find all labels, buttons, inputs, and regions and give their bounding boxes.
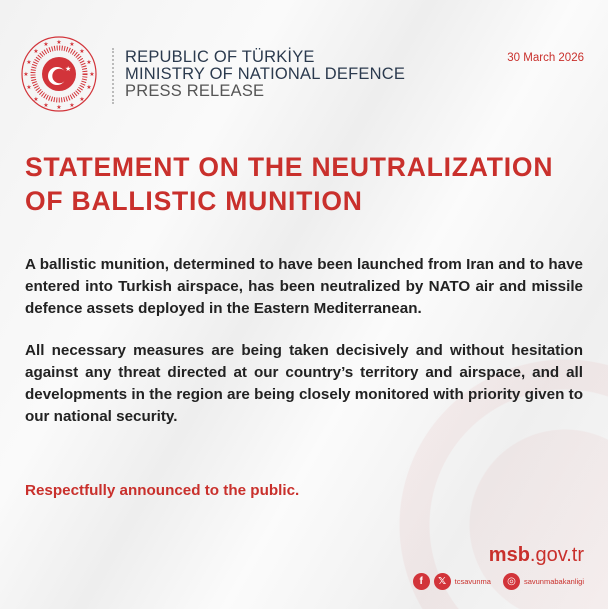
- x-twitter-icon[interactable]: 𝕏: [434, 573, 451, 590]
- svg-text:★: ★: [86, 60, 92, 66]
- statement-body: [25, 254, 583, 448]
- ministry-seal-logo: [20, 35, 98, 113]
- svg-text:★: ★: [33, 49, 39, 55]
- instagram-icon[interactable]: ◎: [503, 573, 520, 590]
- svg-text:★: ★: [65, 66, 72, 73]
- statement-title: [25, 150, 553, 218]
- header-ministry: MINISTRY OF NATIONAL DEFENCE: [125, 65, 406, 83]
- header-country: REPUBLIC OF TÜRKİYE: [125, 48, 315, 66]
- svg-text:★: ★: [56, 105, 62, 111]
- release-date: 30 March 2026: [507, 52, 584, 64]
- header-block: [125, 49, 405, 100]
- svg-text:★: ★: [23, 72, 29, 78]
- svg-text:★: ★: [79, 49, 85, 55]
- svg-text:★: ★: [33, 97, 39, 103]
- svg-text:★: ★: [69, 103, 75, 109]
- title-line-2: OF BALLISTIC MUNITION: [25, 186, 363, 216]
- svg-text:★: ★: [79, 97, 85, 103]
- svg-text:★: ★: [89, 72, 95, 78]
- paragraph-1: A ballistic munition, determined to have been launched from Iran and to have entered into Turkish airspace, has been neutralized by NATO air and missile defence assets deployed in the Eastern Mediterranean.: [25, 256, 583, 317]
- site-bold: msb: [488, 544, 530, 566]
- svg-text:★: ★: [69, 42, 75, 48]
- svg-text:★: ★: [43, 103, 49, 109]
- header-doc-type: PRESS RELEASE: [125, 82, 265, 100]
- svg-text:★: ★: [26, 85, 32, 91]
- svg-text:★: ★: [43, 42, 49, 48]
- title-line-1: STATEMENT ON THE NEUTRALIZATION: [25, 152, 554, 182]
- header-divider: [112, 48, 114, 104]
- paragraph-2: All necessary measures are being taken decisively and without hesitation against any threat directed at our country’s territory and airspace, and all developments in the region are being closely monitored with priority given to our national security.: [25, 342, 583, 425]
- instagram-handle[interactable]: savunmabakanligi: [523, 577, 584, 586]
- svg-text:★: ★: [56, 40, 62, 46]
- twitter-handle[interactable]: tcsavunma: [454, 577, 491, 586]
- website-link[interactable]: [489, 544, 584, 567]
- svg-text:★: ★: [26, 60, 32, 66]
- closing-line: Respectfully announced to the public.: [25, 482, 300, 499]
- svg-text:★: ★: [86, 85, 92, 91]
- site-rest: .gov.tr: [529, 544, 584, 566]
- social-links: [413, 573, 584, 590]
- facebook-icon[interactable]: f: [413, 573, 430, 590]
